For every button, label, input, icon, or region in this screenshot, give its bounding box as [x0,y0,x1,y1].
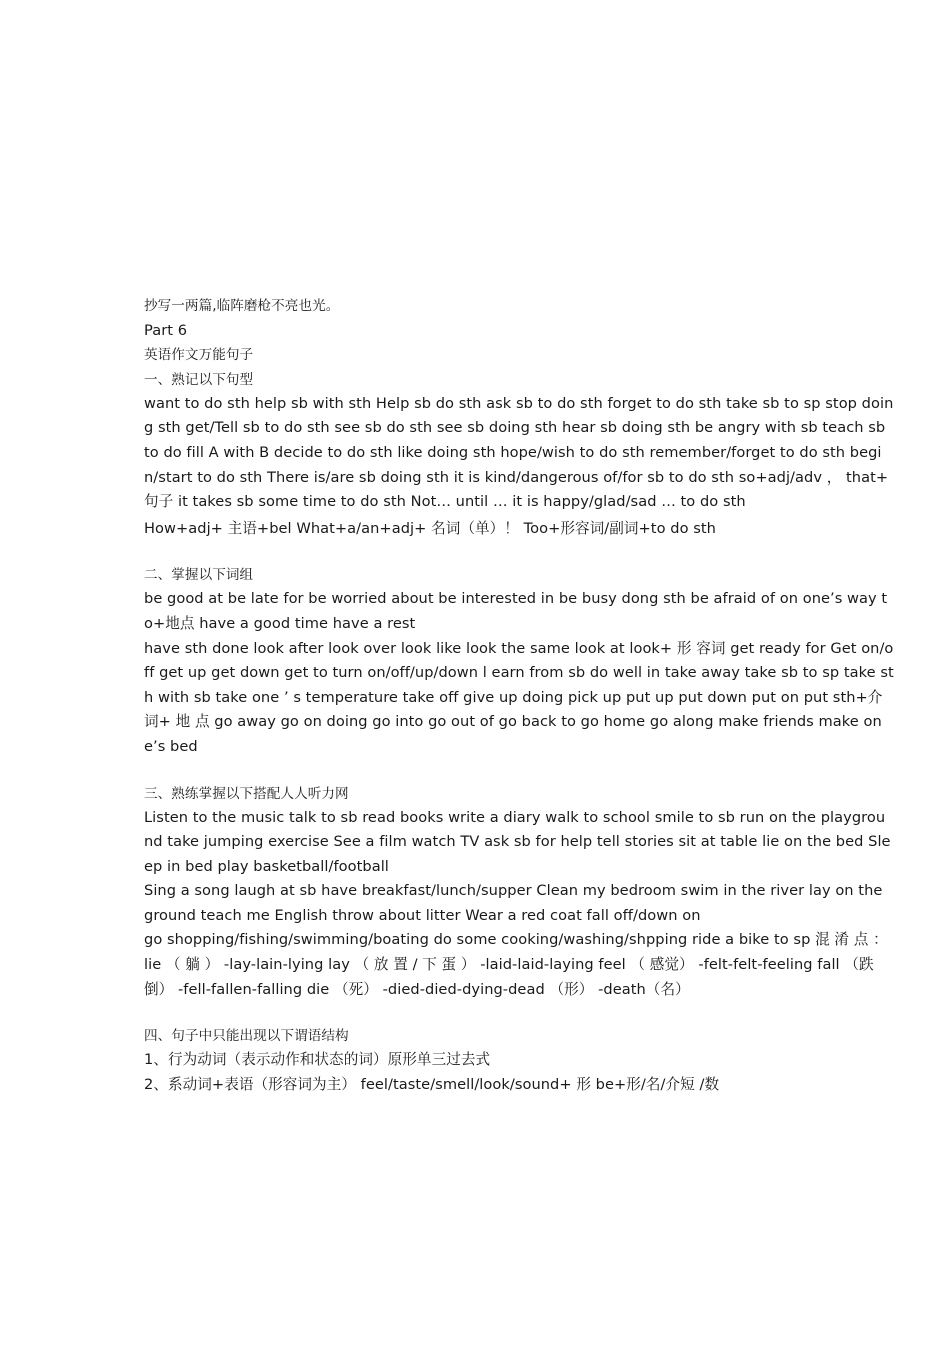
section4-paragraph: 1、行为动词（表示动作和状态的词）原形单三过去式 [144,1051,491,1069]
section4-paragraph: 2、系动词+表语（形容词为主） feel/taste/smell/look/sound+ 形 be+形/名/介短 /数 [144,1075,720,1093]
section3-paragraph: go shopping/fishing/swimming/boating do some cooking/washing/shpping ride a bike to sp 混 淆 点 ： lie （ 躺 ） -lay-lain-lying lay （ 放 置 / 下 蛋 ） -laid-laid-laying feel （ 感觉） -felt-felt-feeling fall （跌倒） -fell-fallen-falling die （死） -died-died-dying-dead （形） -death（名） [144,931,888,998]
section-heading-1: 一、熟记以下句型 [144,371,254,388]
section-heading-4: 四、句子中只能出现以下谓语结构 [144,1028,349,1045]
spacer [144,541,894,563]
section2-paragraph: be good at be late for be worried about be interested in be busy dong sth be afraid of on one’s way to+地点 have a good time have a rest [144,590,888,632]
section-heading-3: 三、熟练掌握以下搭配人人听力网 [144,785,349,802]
section1-paragraph: How+adj+ 主语+bel What+a/an+adj+ 名词（单）！ Too+形容词/副词+to do sth [144,519,716,537]
section3-paragraph: Listen to the music talk to sb read books write a diary walk to school smile to sb run on the playground take jumping exercise See a film watch TV ask sb for help tell stories sit at table lie on the bed Sleep in bed play basketball/football [144,808,891,875]
section1-paragraph: want to do sth help sb with sth Help sb do sth ask sb to do sth forget to do sth take sb to sp stop doing sth get/Tell sb to do sth see sb do sth see sb doing sth hear sb doing sth be angry with sb teach sb to do fill A with B decide to do sth like doing sth hope/wish to do sth remember/forget to do sth begin/start to do sth There is/are sb doing sth it is kind/dangerous of/for sb to do sth so+adj/adv ， that+ 句子 it takes sb some time to do sth Not… until … it is happy/glad/sad … to do sth [144,394,894,511]
document-title: 英语作文万能句子 [144,347,254,364]
part-label: Part 6 [144,321,188,339]
spacer [144,1002,894,1024]
intro-text: 抄写一两篇,临阵磨枪不亮也光。 [144,298,340,314]
section2-paragraph: have sth done look after look over look like look the same look at look+ 形 容词 get ready for Get on/off get up get down get to turn on/off/up/down l earn from sb do well in take away take sb to sp take sth with sb take one ’ s temperature take off give up doing pick up put up put down put on put sth+介词+ 地 点 go away go on doing go into go out of go back to go home go along make friends make one’s bed [144,639,894,755]
section3-paragraph: Sing a song laugh at sb have breakfast/lunch/supper Clean my bedroom swim in the river lay on the ground teach me English throw about litter Wear a red coat fall off/down on [144,882,883,924]
spacer [144,760,894,782]
section-heading-2: 二、掌握以下词组 [144,567,254,584]
document-body [144,294,894,1097]
